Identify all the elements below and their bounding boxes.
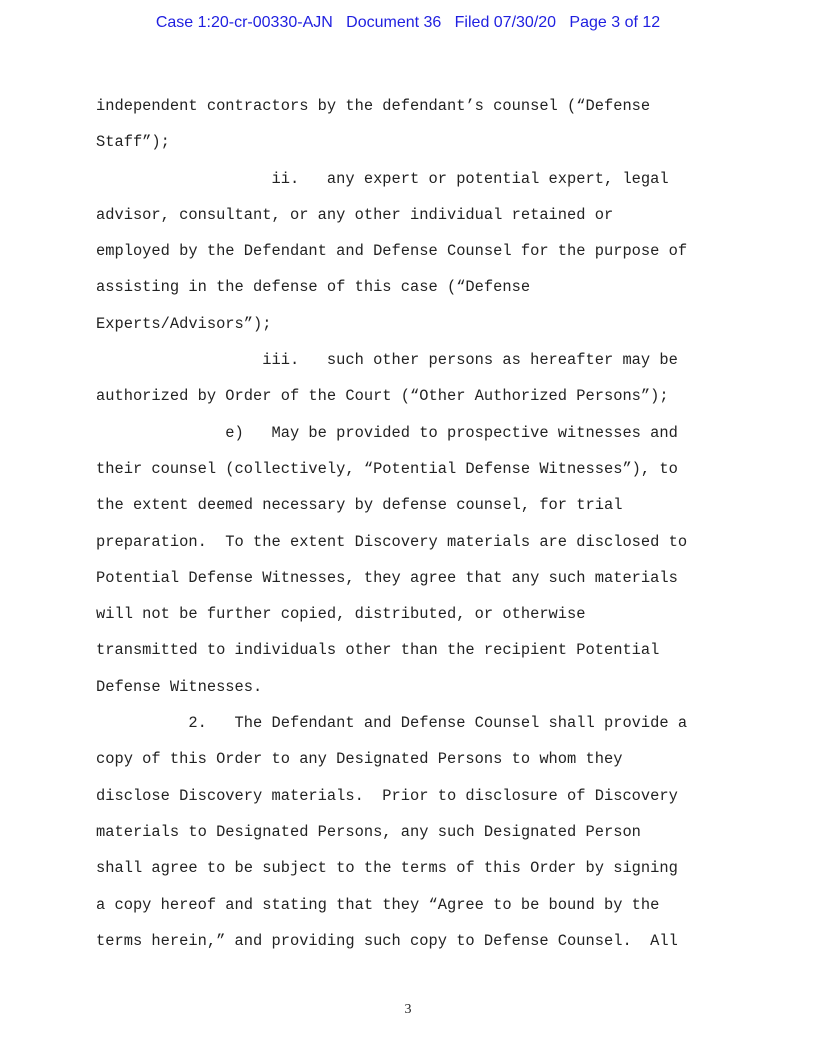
page-number: 3 xyxy=(404,1002,412,1017)
body-line: shall agree to be subject to the terms of this Order by signing xyxy=(96,859,678,878)
body-line: a copy hereof and stating that they “Agree to be bound by the xyxy=(96,895,660,914)
body-line: will not be further copied, distributed, or otherwise xyxy=(96,605,586,624)
body-line: iii. such other persons as hereafter may be xyxy=(96,351,678,370)
document-number: Document 36 xyxy=(346,14,442,31)
body-line: the extent deemed necessary by defense counsel, for trial xyxy=(96,496,623,515)
body-line: materials to Designated Persons, any such Designated Person xyxy=(96,822,641,841)
body-line: e) May be provided to prospective witnesses and xyxy=(96,423,678,442)
body-line: copy of this Order to any Designated Persons to whom they xyxy=(96,750,623,769)
body-line: assisting in the defense of this case (“Defense xyxy=(96,278,531,297)
body-line: authorized by Order of the Court (“Other Authorized Persons”); xyxy=(96,387,669,406)
body-line: Potential Defense Witnesses, they agree that any such materials xyxy=(96,568,678,587)
body-line: Experts/Advisors”); xyxy=(96,314,272,333)
body-line: advisor, consultant, or any other individual retained or xyxy=(96,205,614,224)
body-line: 2. The Defendant and Defense Counsel shall provide a xyxy=(96,714,688,733)
page-count: Page 3 of 12 xyxy=(569,14,661,31)
body-line: their counsel (collectively, “Potential Defense Witnesses”), to xyxy=(96,459,678,478)
body-line: Defense Witnesses. xyxy=(96,677,263,696)
case-number: Case 1:20-cr-00330-AJN xyxy=(155,14,333,31)
body-line: transmitted to individuals other than the recipient Potential xyxy=(96,641,660,660)
filed-date: Filed 07/30/20 xyxy=(454,14,557,31)
body-line: terms herein,” and providing such copy to Defense Counsel. All xyxy=(96,931,678,950)
body-line: Staff”); xyxy=(96,133,170,152)
body-line: ii. any expert or potential expert, legal xyxy=(96,169,669,188)
body-line: employed by the Defendant and Defense Counsel for the purpose of xyxy=(96,242,688,261)
ecf-header xyxy=(0,14,816,32)
body-line: independent contractors by the defendant’s counsel (“Defense xyxy=(96,97,651,115)
body-line: preparation. To the extent Discovery materials are disclosed to xyxy=(96,532,688,551)
document-body xyxy=(96,88,726,959)
body-line: disclose Discovery materials. Prior to disclosure of Discovery xyxy=(96,786,678,805)
